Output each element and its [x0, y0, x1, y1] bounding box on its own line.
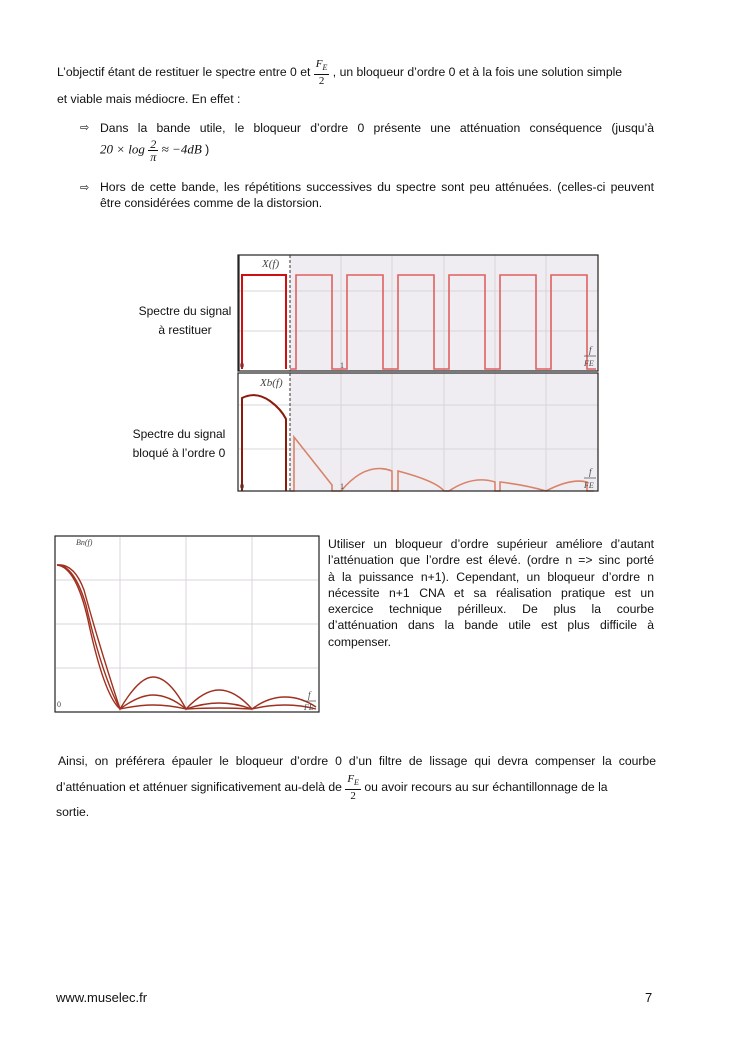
two-over-pi-fraction: $\frac{2}{\pi}$	[150, 137, 157, 164]
page-number: 7	[645, 990, 653, 1005]
top-axis-num: f	[589, 345, 592, 355]
label-spectre-restituer: Spectre du signal à restituer	[138, 304, 232, 337]
bottom-axis-num: f	[589, 467, 592, 477]
conclusion-paragraph	[56, 752, 656, 819]
intro-line-1	[57, 58, 657, 87]
fe-over-2-fraction: $\frac{F_E}{2}$	[347, 773, 359, 803]
conclusion-line-3: sortie.	[56, 805, 90, 820]
top-axis-den: FE	[584, 359, 594, 368]
baseband-spectrum	[242, 275, 286, 369]
bullet-2-text: Hors de cette bande, les répétitions successives du spectre sont peu atténuées. (celles-ci peuvent être considérées comme de la distorsion.	[100, 180, 654, 210]
blocked-baseband	[242, 395, 286, 491]
higher-order-paragraph: Utiliser un bloqueur d’ordre supérieur améliore d’autant l’atténuation que l’ordre est élevé. (ordre n => sinc porté à la puissance n+1). Cependant, un bloqueur d’ordre n nécessite n+1 CNA et sa réalisation pratique est un exercice technique périlleux. De plus la courbe d’atténuation dans la bande utile est plus difficile à compenser.	[328, 537, 654, 649]
arrow-bullet-icon: ⇨	[80, 182, 90, 194]
top-x0-label: 0	[240, 361, 244, 370]
bullet-1-text: Dans la bande utile, le bloqueur d’ordre 0 présente une atténuation conséquence (jusqu’à 20 × log $\frac{2}{\pi}$ ≈ −4dB )	[100, 121, 654, 164]
top-ylabel: X(f)	[262, 258, 280, 270]
figure2-ylabel: Bn(f)	[76, 538, 93, 547]
figure2-x0-label: 0	[57, 700, 61, 709]
spectrum-figure	[236, 253, 600, 494]
conclusion-line-2: d’atténuation et atténuer significativement au-delà de $\frac{F_E}{2}$ ou avoir recours au sur échantillonnage de la	[56, 773, 608, 803]
top-x1-label: 1	[340, 361, 344, 370]
intro-text-1: L’objectif étant de restituer le spectre entre 0 et	[57, 64, 311, 79]
figure2-axis-num: f	[308, 690, 311, 700]
intro-text-2: , un bloqueur d’ordre 0 et à la fois une solution simple	[332, 64, 623, 79]
footer-website: www.muselec.fr	[56, 990, 148, 1005]
label-spectre-bloque: Spectre du signal bloqué à l’ordre 0	[132, 427, 226, 460]
conclusion-line-1: Ainsi, on préférera épauler le bloqueur d’ordre 0 d’un filtre de lissage qui devra compenser la courbe	[58, 754, 656, 768]
fe-over-2-fraction: $\frac{F_E}{2}$	[315, 58, 328, 88]
higher-order-figure	[54, 535, 320, 713]
intro-line-2: et viable mais médiocre. En effet :	[57, 92, 241, 107]
figure2-axis-den: FE	[304, 703, 314, 712]
bottom-x1-label: 1	[340, 482, 344, 491]
attenuation-formula: 20 × log $\frac{2}{\pi}$ ≈ −4dB )	[100, 137, 210, 164]
intro-paragraph	[57, 58, 657, 109]
bottom-axis-den: FE	[584, 481, 594, 490]
bottom-x0-label: 0	[240, 482, 244, 491]
arrow-bullet-icon: ⇨	[80, 122, 90, 134]
bottom-ylabel: Xb(f)	[260, 377, 283, 389]
